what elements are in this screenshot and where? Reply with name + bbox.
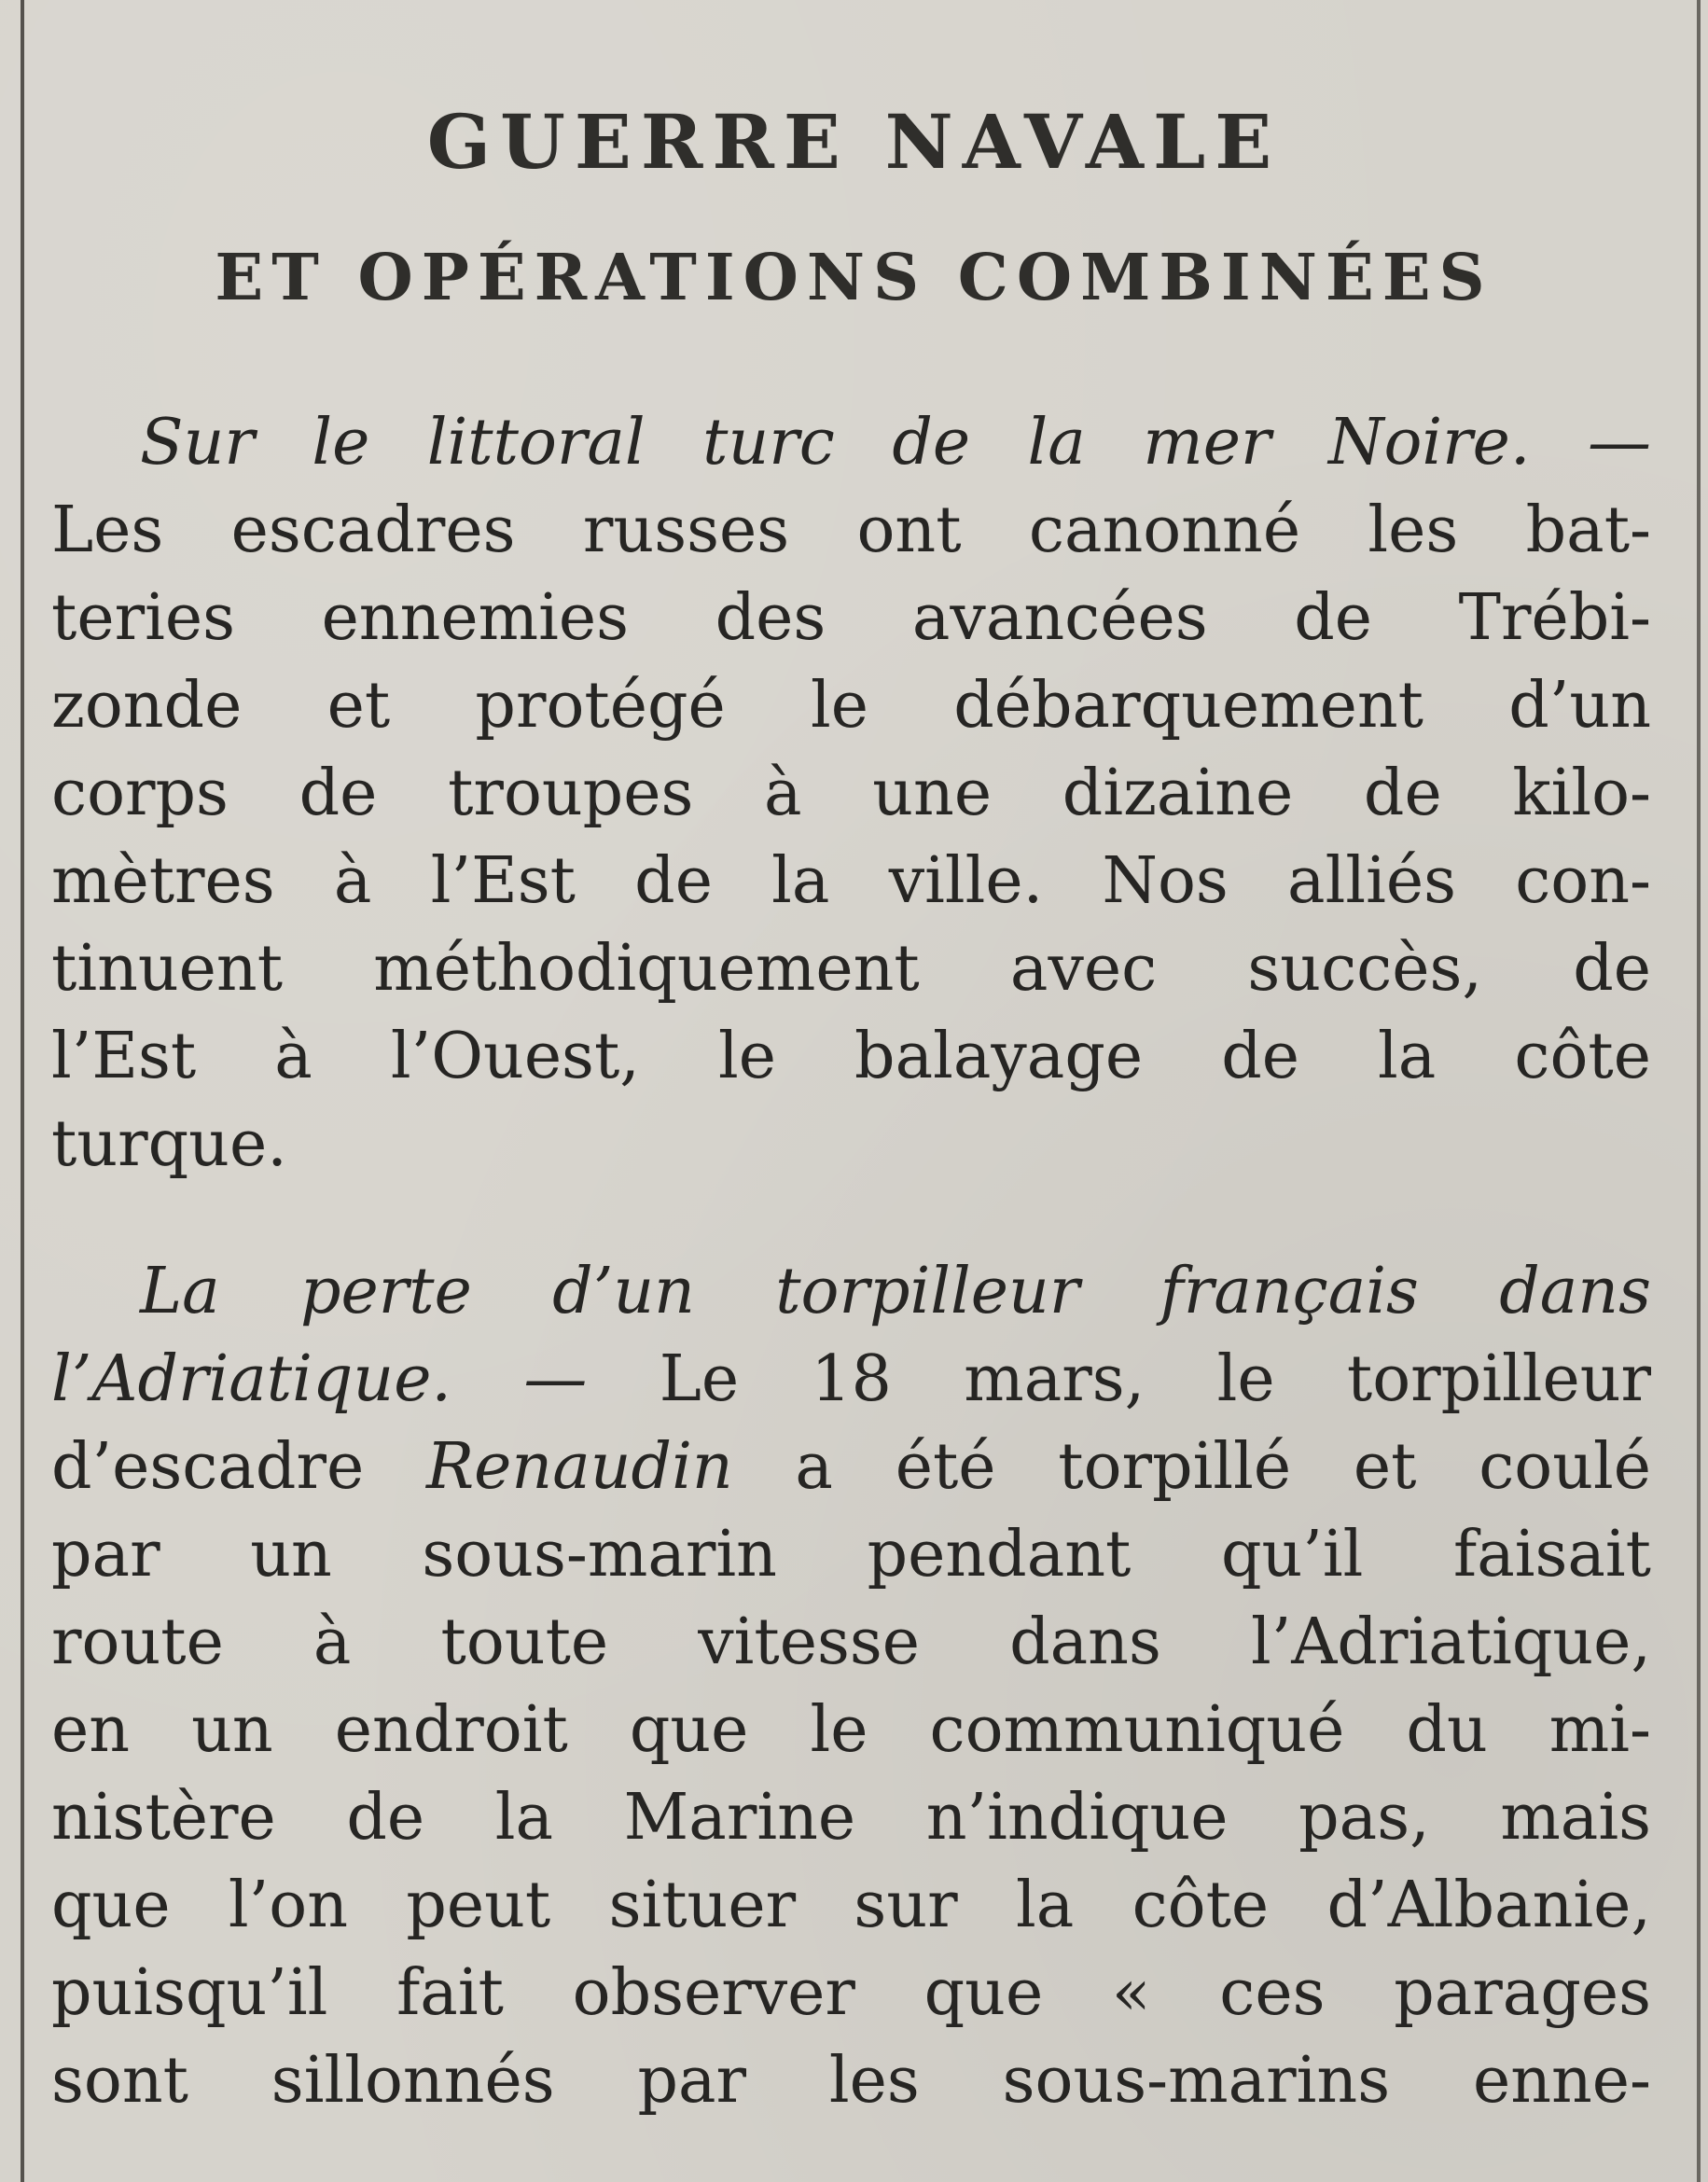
article-lead: Sur le littoral turc de la mer Noire. — [140,406,1651,479]
article-adriatic [51,1248,1651,2125]
article-lead: La perte d’un torpilleur français dans [140,1255,1651,1328]
article-line: mètres à l’Est de la ville. Nos alliés con- [51,844,1651,918]
article-line [51,1424,1651,1511]
column-rule-right [1697,0,1701,2182]
article-black-sea [51,399,1651,1188]
column-rule-left [21,0,24,2182]
article-text: Le 18 mars, le torpilleur [659,1342,1651,1416]
article-text: a été torpillé et coulé [795,1430,1651,1504]
article-line: route à toute vitesse dans l’Adriatique, [51,1605,1651,1679]
article-line [51,1336,1651,1424]
article-line: nistère de la Marine n’indique pas, mais [51,1781,1651,1855]
article-line: l’Est à l’Ouest, le balayage de la côte [51,1020,1651,1093]
article-lead-end: l’Adriatique. — [51,1342,588,1416]
article-line: que l’on peut situer sur la côte d’Albanie, [51,1869,1651,1942]
article-line: puisqu’il fait observer que « ces parages [51,1956,1651,2030]
article-line [51,399,1651,487]
article-line: Les escadres russes ont canonné les bat- [51,493,1651,567]
article-line: teries ennemies des avancées de Trébi- [51,581,1651,655]
headline-subtitle: ET OPÉRATIONS COMBINÉES [215,241,1493,315]
article-line: tinuent méthodiquement avec succès, de [51,932,1651,1006]
article-line: par un sous-marin pendant qu’il faisait [51,1518,1651,1591]
article-line: turque. [51,1107,287,1181]
article-line: zonde et protégé le débarquement d’un [51,669,1651,743]
article-text: d’escadre [51,1430,365,1504]
article-line: sont sillonnés par les sous-marins enne- [51,2044,1651,2118]
article-line: en un endroit que le communiqué du mi- [51,1693,1651,1767]
ship-name: Renaudin [425,1430,733,1504]
article-line: corps de troupes à une dizaine de kilo- [51,757,1651,830]
headline-title: GUERRE NAVALE [426,98,1282,186]
